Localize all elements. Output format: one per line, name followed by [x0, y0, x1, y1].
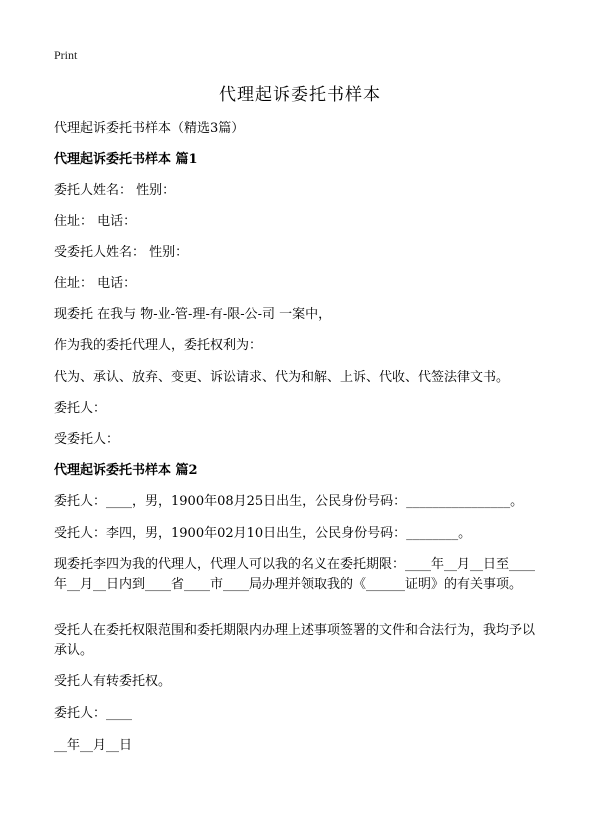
section1-sign-client: 委托人：	[54, 401, 107, 416]
section2-agent-line: 受托人：李四，男，1900年02月10日出生，公民身份号码：________。	[54, 526, 472, 541]
section2-transfer-line: 受托人有转委托权。	[54, 674, 172, 689]
section1-client-line: 委托人姓名： 性别：	[54, 183, 176, 198]
document-subtitle: 代理起诉委托书样本（精选3篇）	[54, 121, 245, 136]
section1-heading: 代理起诉委托书样本 篇1	[54, 152, 198, 167]
section2-heading: 代理起诉委托书样本 篇2	[54, 463, 198, 478]
document-title: 代理起诉委托书样本	[219, 85, 381, 105]
section1-powers-line: 代为、承认、放弃、变更、诉讼请求、代为和解、上诉、代收、代签法律文书。	[54, 370, 510, 385]
section1-case-line: 现委托 在我与 物-业-管-理-有-限-公-司 一案中，	[54, 307, 332, 322]
print-label: Print	[54, 48, 78, 62]
section2-authorization-para: 现委托李四为我的代理人，代理人可以我的名义在委托期限：____年__月__日至____年__月__日内到____省____市____局办理并领取我的《______证明》的有关事项。	[54, 557, 536, 592]
section1-sign-agent: 受委托人：	[54, 432, 120, 447]
section2-date-line: __年__月__日	[54, 738, 133, 753]
section2-client-line: 委托人：____，男，1900年08月25日出生，公民身份号码：________________。	[54, 494, 524, 509]
section2-sign-client: 委托人：____	[54, 706, 133, 721]
section2-responsibility-para: 受托人在委托权限范围和委托期限内办理上述事项签署的文件和合法行为，我均予以承认。	[54, 623, 536, 658]
section1-client-address: 住址： 电话：	[54, 214, 137, 229]
section1-agent-address: 住址： 电话：	[54, 276, 137, 291]
section1-agent-line: 受委托人姓名： 性别：	[54, 245, 189, 260]
section1-appoint-line: 作为我的委托代理人，委托权利为：	[54, 338, 263, 353]
